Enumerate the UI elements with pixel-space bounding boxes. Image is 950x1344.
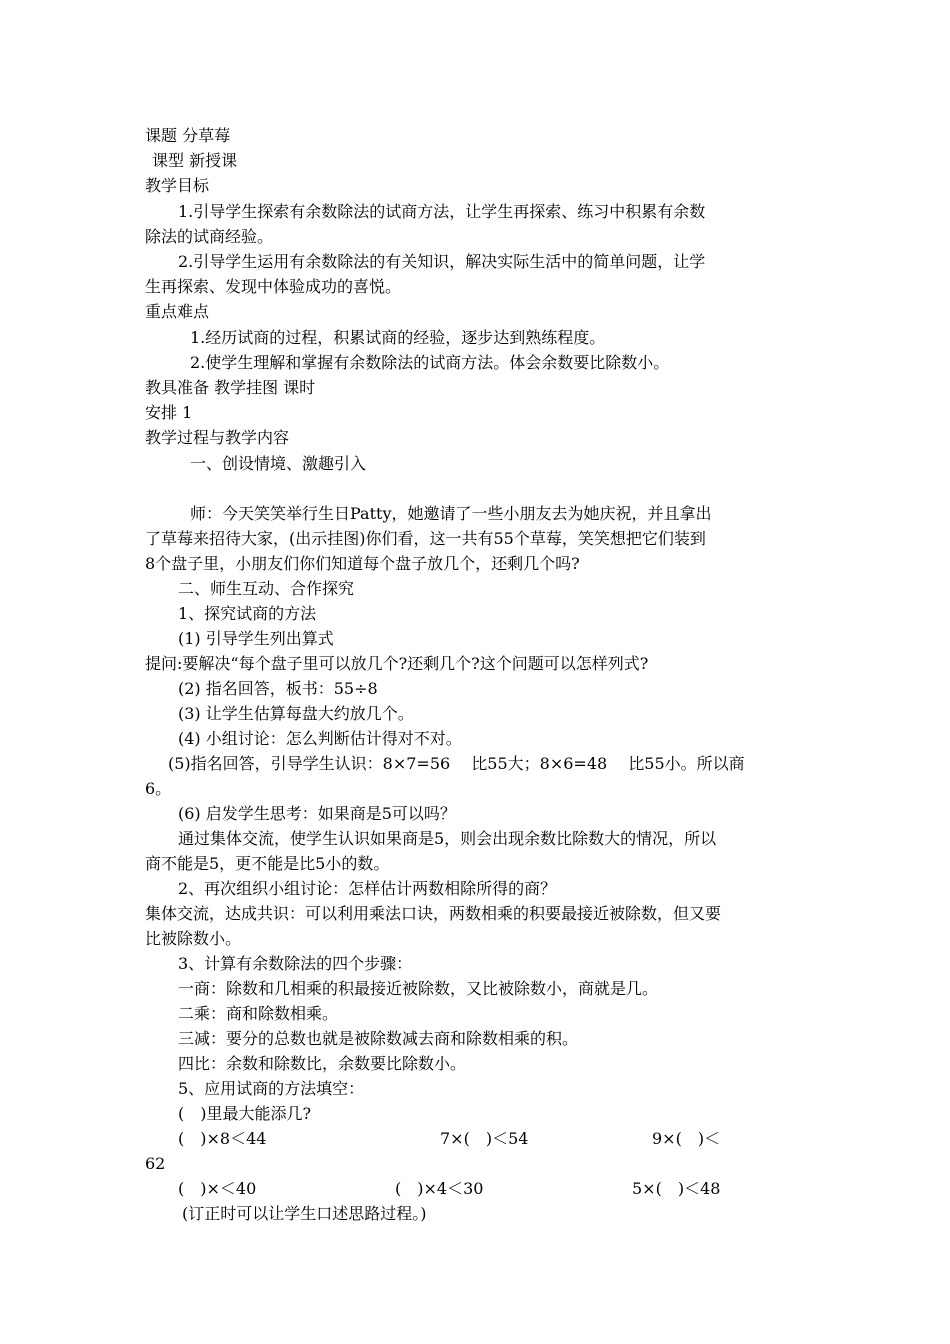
goal-2-line-2: 生再探索、发现中体验成功的喜悦。 [145, 277, 402, 296]
lesson-type: 课型 新授课 [152, 151, 238, 170]
exercise-4: ( )×＜40 [178, 1179, 257, 1198]
goal-2-line-1: 2.引导学生运用有余数除法的有关知识，解决实际生活中的简单问题，让学 [178, 252, 706, 271]
subsection-3: 3、计算有余数除法的四个步骤： [178, 954, 413, 973]
key-point-2: 2.使学生理解和掌握有余数除法的试商方法。体会余数要比除数小。 [190, 353, 670, 372]
step-1: (1) 引导学生列出算式 [178, 629, 334, 648]
consensus-line-1: 集体交流，达成共识：可以利用乘法口诀，两数相乘的积要最接近被除数，但又要 [145, 904, 722, 923]
goals-heading: 教学目标 [145, 176, 210, 195]
process-heading: 教学过程与教学内容 [145, 428, 290, 447]
exercise-1: ( )×8＜44 [178, 1129, 267, 1148]
division-step-2: 二乘：商和除数相乘。 [178, 1004, 339, 1023]
question-line: 提问:要解决“每个盘子里可以放几个?还剩几个?这个问题可以怎样列式? [145, 654, 649, 673]
step-5-line-1: (5)指名回答，引导学生认识：8×7=56 比55大；8×6=48 比55小。所以商 [168, 754, 745, 773]
discussion-line-1: 通过集体交流，使学生认识如果商是5，则会出现余数比除数大的情况，所以 [178, 829, 717, 848]
subsection-2: 2、再次组织小组讨论：怎样估计两数相除所得的商？ [178, 879, 557, 898]
section-2-heading: 二、师生互动、合作探究 [178, 579, 355, 598]
division-step-4: 四比：余数和除数比，余数要比除数小。 [178, 1054, 467, 1073]
exercise-2: 7×( )＜54 [440, 1129, 529, 1148]
exercise-3-wrap: 62 [145, 1154, 166, 1173]
key-points-heading: 重点难点 [145, 302, 210, 321]
division-step-1: 一商：除数和几相乘的积最接近被除数，又比被除数小，商就是几。 [178, 979, 659, 998]
goal-1-line-2: 除法的试商经验。 [145, 227, 274, 246]
goal-1-line-1: 1.引导学生探索有余数除法的试商方法，让学生再探索、练习中积累有余数 [178, 202, 706, 221]
exercise-6: 5×( )＜48 [632, 1179, 721, 1198]
teacher-line-1: 师：今天笑笑举行生日Patty，她邀请了一些小朋友去为她庆祝，并且拿出 [190, 504, 712, 523]
section-1-heading: 一、创设情境、激趣引入 [190, 454, 367, 473]
step-5-line-2: 6。 [145, 779, 172, 798]
fill-intro: ( )里最大能添几? [178, 1104, 312, 1123]
teacher-line-2: 了草莓来招待大家，(出示挂图)你们看，这一共有55个草莓，笑笑想把它们装到 [145, 529, 706, 548]
key-point-1: 1.经历试商的过程，积累试商的经验，逐步达到熟练程度。 [190, 328, 606, 347]
discussion-line-2: 商不能是5，更不能是比5小的数。 [145, 854, 390, 873]
division-step-3: 三减：要分的总数也就是被除数减去商和除数相乘的积。 [178, 1029, 579, 1048]
arrange-line: 安排 1 [145, 403, 193, 422]
exercise-5: ( )×4＜30 [395, 1179, 484, 1198]
exercise-3: 9×( )＜ [652, 1129, 721, 1148]
step-6: (6) 启发学生思考：如果商是5可以吗？ [178, 804, 456, 823]
step-3: (3) 让学生估算每盘大约放几个。 [178, 704, 414, 723]
correction-note: (订正时可以让学生口述思路过程。) [182, 1204, 427, 1223]
subsection-5: 5、应用试商的方法填空： [178, 1079, 365, 1098]
step-2: (2) 指名回答，板书：55÷8 [178, 679, 378, 698]
lesson-title: 课题 分草莓 [145, 126, 231, 145]
consensus-line-2: 比被除数小。 [145, 929, 242, 948]
subsection-1: 1、探究试商的方法 [178, 604, 317, 623]
teacher-line-3: 8个盘子里，小朋友们你们知道每个盘子放几个，还剩几个吗? [145, 554, 580, 573]
tools-line: 教具准备 教学挂图 课时 [145, 378, 316, 397]
step-4: (4) 小组讨论：怎么判断估计得对不对。 [178, 729, 462, 748]
